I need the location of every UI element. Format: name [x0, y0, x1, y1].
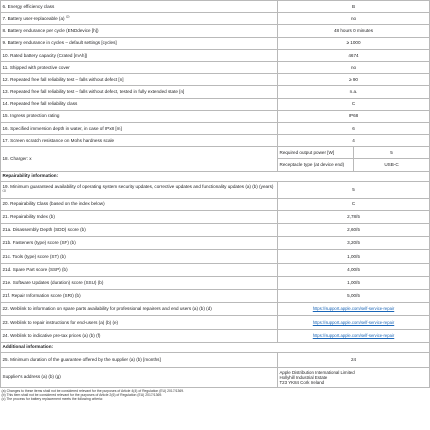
footnote-ref: (1) — [2, 188, 7, 193]
row-label: 7. Battery user-replaceable (a) $^{(2)}$ — [1, 13, 278, 25]
footnote: (a) Changes to these items shall not be considered relevant for the purposes of Article 4(4) of Regulation (EU) 2017/1369. — [1, 388, 185, 393]
row-label: 15. Ingress protection rating — [1, 110, 278, 122]
table-row — [1, 49, 430, 61]
table-row — [1, 224, 430, 237]
row-label: 16. Specified immersion depth in water, in case of IPx8 [m] — [1, 122, 278, 134]
row-value: n.a. — [278, 86, 430, 98]
charger-row — [1, 147, 430, 159]
row-label: 25. Minimum duration of the guarantee offered by the supplier (a) (b) [months] — [1, 352, 278, 367]
table-row — [1, 37, 430, 49]
table-row — [1, 61, 430, 73]
table-row — [1, 263, 430, 276]
row-value: ≥ 90 — [278, 74, 430, 86]
table-row — [1, 86, 430, 98]
table-row — [1, 98, 430, 110]
row-label: 22. Weblink to information on spare parts availability for professional repairers and end users (a) (b) (d) — [1, 303, 278, 316]
row-value: 4,00/5 — [278, 263, 430, 276]
table-row — [1, 250, 430, 263]
row-label: 8. Battery endurance per cycle (ENDdevice [h]) — [1, 25, 278, 37]
row-value — [278, 329, 430, 342]
table-row — [1, 198, 430, 210]
repair-instructions-link[interactable]: https://support.apple.com/self-service-repair — [312, 319, 395, 325]
row-label: 17. Screen scratch resistance on Mohs hardness scale — [1, 135, 278, 147]
section-header — [1, 342, 430, 352]
row-label: 21d. Spare Part score (SSP) (b) — [1, 263, 278, 276]
footnotes — [0, 388, 430, 403]
row-value: 2,78/5 — [278, 210, 430, 223]
table-row — [1, 367, 430, 387]
row-label: 13. Repeated free fall reliability test – falls without defect, tested in fully extended state [n] — [1, 86, 278, 98]
table-row — [1, 122, 430, 134]
row-label: 19. Minimum guaranteed availability of operating system security updates, corrective updates and functionality updates (a) (b) (years) $^{(1)}$ — [1, 181, 278, 198]
spare-parts-link[interactable]: https://support.apple.com/self-service-repair — [312, 306, 395, 312]
row-value: 24 — [278, 352, 430, 367]
row-value: C — [278, 98, 430, 110]
row-label: 21f. Repair Information score (SRI) (b) — [1, 289, 278, 302]
row-value — [278, 316, 430, 329]
row-value: ≥ 1000 — [278, 37, 430, 49]
row-value: 1,00/5 — [278, 250, 430, 263]
charger-power-label: Required output power [W] — [278, 147, 354, 159]
row-value: 4674 — [278, 49, 430, 61]
footnote: (b) This item shall not be considered relevant for the purposes of Article 2(6) of Regulation (EU) 2017/1369. — [1, 392, 163, 397]
table-row — [1, 181, 430, 198]
row-label: 20. Repairability Class (based on the index below) — [1, 198, 278, 210]
table-row — [1, 316, 430, 329]
row-value: no — [278, 13, 430, 25]
table-row — [1, 352, 430, 367]
charger-power-value: 5 — [354, 147, 430, 159]
row-label: 21a. Disassembly Depth (SDD) score (b) — [1, 224, 278, 237]
pre-tax-prices-link[interactable]: https://support.apple.com/self-service-repair — [312, 332, 395, 338]
row-label: 23. Weblink to repair instructions for end-users (a) (b) (e) — [1, 316, 278, 329]
row-label: 21e. Software Updates (duration) score (SSU) (b) — [1, 276, 278, 289]
row-label: 11. Shipped with protective cover — [1, 61, 278, 73]
table-row — [1, 210, 430, 223]
row-label: Supplier's address (a) (b) (g) — [1, 367, 278, 387]
address-line: Apple Distribution International Limited — [279, 369, 355, 375]
table-row — [1, 74, 430, 86]
row-label: 24. Weblink to indicative pre-tax prices (a) (b) (f) — [1, 329, 278, 342]
table-row — [1, 276, 430, 289]
section-header — [1, 171, 430, 181]
row-label: 14. Repeated free fall reliability class — [1, 98, 278, 110]
table-row — [1, 237, 430, 250]
row-value: 5 — [278, 181, 430, 198]
row-value: 6 — [278, 122, 430, 134]
table-row — [1, 13, 430, 25]
row-value — [278, 303, 430, 316]
charger-receptacle-value: USB-C — [354, 159, 430, 171]
address-line: T23 YK84 Cork Ireland — [279, 379, 325, 385]
table-row — [1, 303, 430, 316]
table-row — [1, 289, 430, 302]
table-row — [1, 110, 430, 122]
supplier-address — [278, 367, 430, 387]
row-label: 21b. Fasteners (type) score (SF) (b) — [1, 237, 278, 250]
row-value: 3,20/5 — [278, 237, 430, 250]
table-row — [1, 329, 430, 342]
row-label: 10. Rated battery capacity (Crated [mAh]) — [1, 49, 278, 61]
table-row — [1, 25, 430, 37]
row-label: 12. Repeated free fall reliability test – falls without defect [n] — [1, 74, 278, 86]
address-line: Hollyhill Industrial Estate — [279, 374, 328, 380]
table-row — [1, 1, 430, 13]
row-value: IP68 — [278, 110, 430, 122]
row-label: 6. Energy efficiency class — [1, 1, 278, 13]
row-value: 5,00/5 — [278, 289, 430, 302]
table-row — [1, 135, 430, 147]
row-value: 48 hours 0 minutes — [278, 25, 430, 37]
footnote-ref: (2) — [65, 14, 70, 19]
row-value: B — [278, 1, 430, 13]
row-value: no — [278, 61, 430, 73]
row-label: 9. Battery endurance in cycles – default settings [cycles] — [1, 37, 278, 49]
footnote: (c) The process for battery replacement meets the following criteria: — [1, 397, 103, 402]
section-title: Repairability information: — [1, 171, 430, 181]
section-title: Additional information: — [1, 342, 430, 352]
row-value: 1,00/5 — [278, 276, 430, 289]
row-value: 2,60/5 — [278, 224, 430, 237]
row-value: 4 — [278, 135, 430, 147]
row-label: 21c. Tools (type) score (ST) (b) — [1, 250, 278, 263]
row-label: 21. Repairability Index (b) — [1, 210, 278, 223]
row-value: C — [278, 198, 430, 210]
charger-receptacle-label: Receptacle type (at device end) — [278, 159, 354, 171]
charger-label: 18. Charger: x — [1, 147, 278, 171]
